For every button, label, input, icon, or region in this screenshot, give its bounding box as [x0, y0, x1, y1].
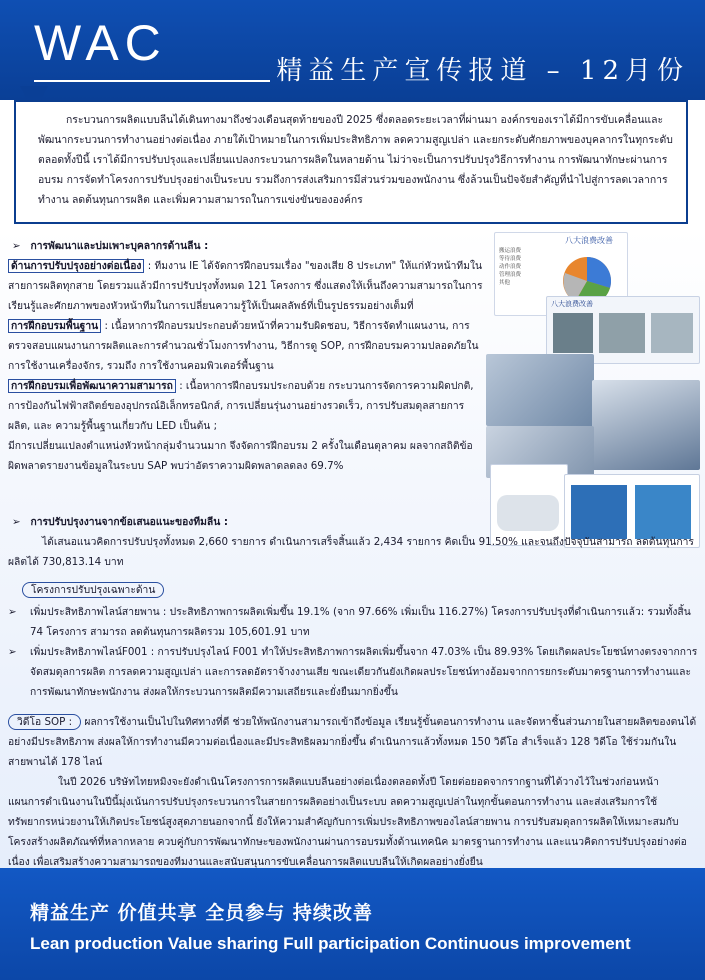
- paragraph-text: : ทีมงาน IE ได้จัดการฝึกอบรมเรื่อง "ของเสีย 8 ประเภท" ให้แก่หัวหน้าทีมในสายการผลิตทุกสาย โดยรวมแล้วมีการปรับปรุงทั้งหมด 121 โครงการ ซึ่งแสดงให้เห็นถึงความสามารถในการเรียนรู้และศักยภาพของหัวหน้าทีมในการเปลี่ยนความรู้ให้เป็นผลลัพธ์ที่เป็นรูปธรรมอย่างเต็มที่: [8, 260, 483, 312]
- closing-paragraph: ในปี 2026 บริษัทไทยหมิงจะยังดำเนินโครงการการผลิตแบบลีนอย่างต่อเนื่องตลอดทั้งปี โดยต่อยอดจากรากฐานที่ได้วางไว้ในช่วงก่อนหน้า แผนการดำเนินงานในปีนี้มุ่งเน้นการปรับปรุงกระบวนการในสายการผลิตอย่างเป็นระบบ ลดความสูญเปล่าในทุกขั้นตอนการทำงาน และส่งเสริมการใช้ทรัพยากรหน่วยงานให้เกิดประโยชน์สูงสุดภายนอกจากนี้ ยังให้ความสำคัญกับการเพิ่มประสิทธิภาพของไลน์สายพาน การปรับสมดุลการผลิตให้เหมาะสมกับโครงสร้างผลิตภัณฑ์ที่หลากหลาย ควบคู่กับการพัฒนาทักษะของพนักงานผ่านการอบรมทั้งด้านเทคนิค มาตรฐานการทำงาน และแนวคิดการปรับปรุงอย่างต่อเนื่อง เพื่อเสริมสร้างความสามารถของทีมงานและสนับสนุนการขับเคลื่อนการผลิตแบบลีนให้เกิดผลอย่างยั่งยืน: [8, 776, 687, 868]
- slogan-chinese: 精益生产 价值共享 全员参与 持续改善: [30, 902, 373, 924]
- paragraph-text: : เนื้อหาการฝึกอบรมประกอบด้วยหน้าที่ความรับผิดชอบ, วิธีการจัดทำแผนงาน, การตรวจสอบแผนงานการผลิตและการคำนวณชั่วโมงการทำงาน, วิธีการดู SOP, การฝึกอบรมความปลอดภัยในการใช้งานเครื่องจักร, รวมถึง การใช้งานคอมพิวเตอร์พื้นฐาน: [8, 320, 479, 372]
- chart-legend-item: 搬运浪费: [499, 248, 522, 254]
- company-logo: WAC: [34, 15, 167, 71]
- intro-box: กระบวนการผลิตแบบลีนได้เดินทางมาถึงช่วงเดือนสุดท้ายของปี 2025 ซึ่งตลอดระยะเวลาที่ผ่านมา องค์กรของเราได้มีการขับเคลื่อนและพัฒนากระบวนการทำงานอย่างต่อเนื่อง ภายใต้เป้าหมายในการเพิ่มประสิทธิภาพ ลดความสูญเปล่า และยกระดับศักยภาพของบุคลากรในทุกระดับตลอดทั้งปีนี้ เราได้มีการปรับปรุงและเปลี่ยนแปลงกระบวนการผลิตในหลายด้าน ไม่ว่าจะเป็นการปรับปรุงวิธีการทำงาน การพัฒนาทักษะผ่านการอบรม การจัดทำโครงการปรับปรุงอย่างเป็นระบบ รวมถึงการส่งเสริมการมีส่วนร่วมของพนักงาน ซึ่งล้วนเป็นปัจจัยสำคัญที่นำไปสู่การลดเวลาการทำงาน ลดต้นทุนการผลิต และเพิ่มความสามารถในการแข่งขันขององค์กร: [14, 100, 688, 224]
- section-heading: การพัฒนาและบ่มเพาะบุคลากรด้านลีน :: [30, 240, 209, 252]
- header-banner: [0, 0, 705, 100]
- footer-banner: [0, 868, 705, 980]
- page-title: 精益生产宣传报道 – 12月份: [276, 56, 689, 86]
- paragraph-suggestions: ได้เสนอแนวคิดการปรับปรุงทั้งหมด 2,660 รายการ ดำเนินการเสร็จสิ้นแล้ว 2,434 รายการ คิดเป็น 91.50% และจนถึงปัจจุบันสามารถ ลดต้นทุนการผลิตได้ 730,813.14 บาท: [8, 536, 694, 568]
- project-line-efficiency: เพิ่มประสิทธิภาพไลน์สายพาน : ประสิทธิภาพการผลิตเพิ่มขึ้น 19.1% (จาก 97.66% เพิ่มเป็น 116.27%) โครงการปรับปรุงที่ดำเนินการแล้ว: รวมทั้งสิ้น 74 โครงการ สามารถ ลดต้นทุนการผลิตรวม 105,601.91 บาท: [30, 606, 691, 638]
- project-f001-efficiency: เพิ่มประสิทธิภาพไลน์F001 : การปรับปรุงไลน์ F001 ทำให้ประสิทธิภาพการผลิตเพิ่มขึ้นจาก 47.03% เป็น 89.93% โดยเกิดผลประโยชน์ทางตรงจากการจัดสมดุลการผลิต การลดความสูญเปล่า และการลดอัตราจ้างงานเสีย ขณะเดียวกันยังเกิดผลประโยชน์ทางอ้อมจากการยกระดับมาตรฐานการทำงานและการพัฒนาทักษะพนักงาน ส่งผลให้กระบวนการผลิตมีความเสถียรและยั่งยืนมากยิ่งขึ้น: [30, 646, 698, 698]
- tag-sop-video: วิดีโอ SOP :: [8, 714, 81, 730]
- slogan-english: Lean production Value sharing Full participation Continuous improvement: [30, 934, 631, 953]
- section-sop-video: [8, 712, 698, 772]
- chart-legend-item: 等待浪费: [499, 256, 522, 262]
- section-suggestions: [8, 512, 698, 572]
- logo-underline: [34, 80, 270, 82]
- training-photo-1: [486, 354, 594, 426]
- board-image-title: 八大浪费改善: [551, 300, 593, 308]
- tag-skill-training: การฝึกอบรมเพื่อพัฒนาความสามารถ: [8, 379, 176, 393]
- paragraph-skill-training: [8, 376, 483, 436]
- tag-specific-projects: โครงการปรับปรุงเฉพาะด้าน: [22, 582, 164, 598]
- tag-continuous-improvement: ด้านการปรับปรุงอย่างต่อเนื่อง: [8, 259, 144, 273]
- bullet-arrow-icon: ➢: [8, 606, 17, 618]
- chart-legend-item: 其他: [499, 280, 511, 286]
- bullet-arrow-icon: ➢: [8, 646, 17, 658]
- chart-legend-item: 动作浪费: [499, 264, 522, 270]
- paragraph-sap-training: มีการเปลี่ยนแปลงตำแหน่งหัวหน้ากลุ่มจำนวนมาก จึงจัดการฝึกอบรม 2 ครั้งในเดือนตุลาคม ผลจากสถิติข้อผิดพลาดรายงานข้อมูลในระบบ SAP พบว่าอัตราความผิดพลาดลดลง 69.7%: [8, 440, 473, 472]
- section-projects: [8, 580, 698, 702]
- chart-image-title: 八大浪费改善: [565, 236, 613, 245]
- photo-collage: [486, 230, 702, 560]
- section-people-development: [8, 236, 483, 476]
- chart-legend-item: 管理浪费: [499, 272, 522, 278]
- section-heading: การปรับปรุงงานจากข้อเสนอแนะของทีมลีน :: [30, 516, 228, 528]
- tag-basic-training: การฝึกอบรมพื้นฐาน: [8, 319, 101, 333]
- bullet-arrow-icon: ➢: [12, 240, 21, 252]
- paragraph-continuous-improvement: [8, 256, 483, 316]
- training-photo-2: [592, 380, 700, 470]
- paragraph-basic-training: [8, 316, 483, 376]
- paragraph-text: : เนื้อหาการฝึกอบรมประกอบด้วย กระบวนการจัดการความผิดปกติ, การป้องกันไฟฟ้าสถิตย์ของอุปกรณ์อิเล็กทรอนิกส์, การเปลี่ยนรุ่นงานอย่างรวดเร็ว, การปรับสมดุลสายการผลิต, และ ความรู้พื้นฐานเกี่ยวกับ LED เป็นต้น ;: [8, 380, 474, 432]
- bullet-arrow-icon: ➢: [12, 516, 21, 528]
- paragraph-sop-video: ผลการใช้งานเป็นไปในทิศทางที่ดี ช่วยให้พนักงานสามารถเข้าถึงข้อมูล เรียนรู้ขั้นตอนการทำงาน และจัดหาชิ้นส่วนภายในสายผลิตของตนได้อย่างมีประสิทธิภาพ ส่งผลให้การทำงานมีความต่อเนื่องและมีประสิทธิผลมากยิ่งขึ้น ดำเนินการแล้วทั้งหมด 150 วิดีโอ สำเร็จแล้ว 128 วิดีโอ ใช้ร่วมกันในสายพานได้ 178 ไลน์: [8, 716, 697, 768]
